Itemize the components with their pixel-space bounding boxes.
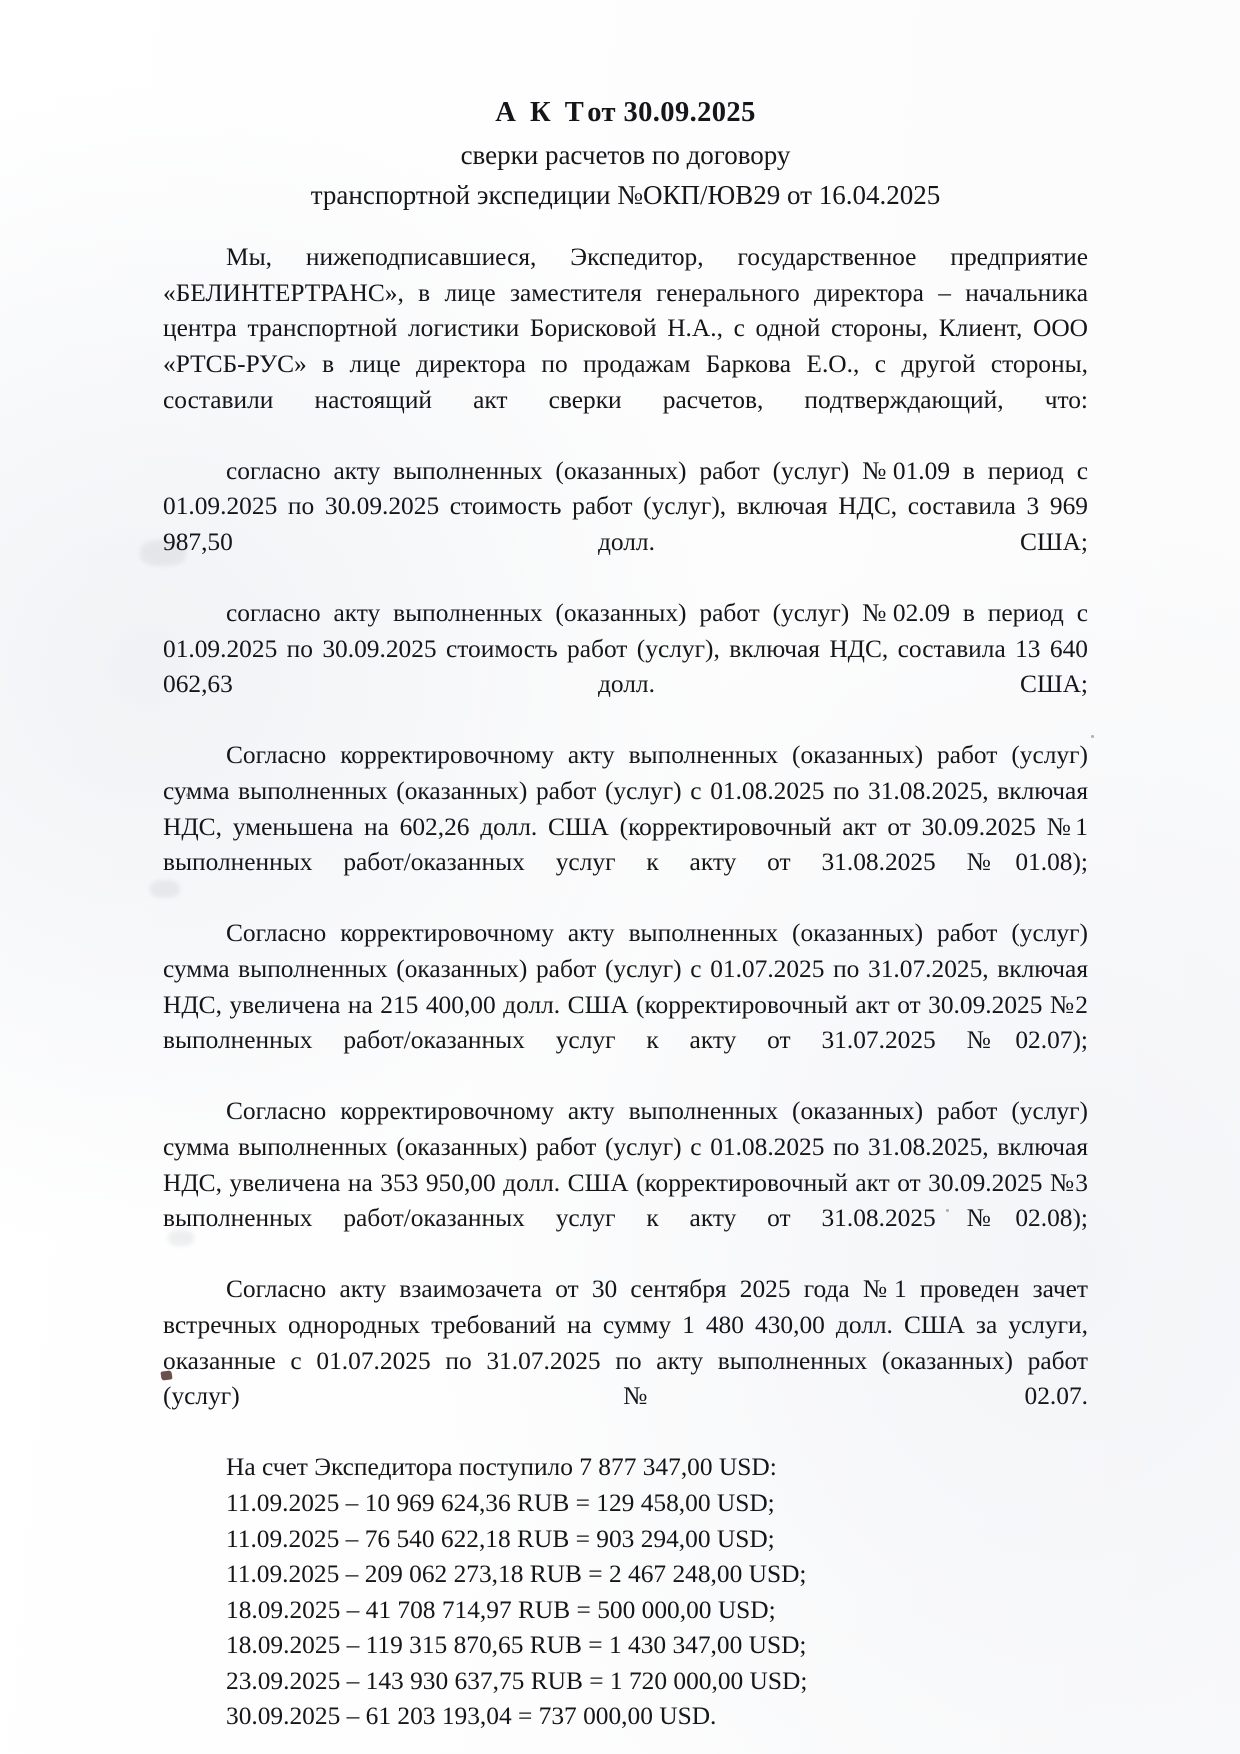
paragraph-act-01-09: согласно акту выполненных (оказанных) работ (услуг) №01.09 в период с 01.09.2025 по 30.09.2025 стоимость работ (услуг), включая НДС, составила 3 969 987,50 долл. США; [163,456,1088,556]
list-item: 18.09.2025 – 119 315 870,65 RUB = 1 430 347,00 USD; [226,1631,807,1660]
title-main: А К Т [495,97,588,128]
list-item: 30.09.2025 – 61 203 193,04 = 737 000,00 USD. [226,1702,717,1731]
title-date: 30.09.2025 [623,97,756,128]
list-item: 18.09.2025 – 41 708 714,97 RUB = 500 000,00 USD; [226,1595,776,1624]
payments-list [163,1486,1088,1735]
page-title [163,0,1088,129]
document-subtitle [163,129,1088,212]
paragraph-act-02-09: согласно акту выполненных (оказанных) работ (услуг) №02.09 в период с 01.09.2025 по 30.09.2025 стоимость работ (услуг), включая НДС, составила 13 640 062,63 долл. США; [163,599,1088,699]
paragraph-correction-1: Согласно корректировочному акту выполненных (оказанных) работ (услуг) сумма выполненных (оказанных) работ (услуг) с 01.08.2025 по 31.08.2025, включая НДС, уменьшена на 602,26 долл. США (корректировочный акт от 30.09.2025 №1 выполненных работ/оказанных услуг к акту от 31.08.2025 №01.08); [163,741,1088,877]
paragraph-preamble: Мы, нижеподписавшиеся, Экспедитор, государственное предприятие «БЕЛИНТЕРТРАНС», в лице заместителя генерального директора – начальника центра транспортной логистики Борисковой Н.А., с одной стороны, Клиент, ООО «РТСБ-РУС» в лице директора по продажам Баркова Е.О., с другой стороны, составили настоящий акт сверки расчетов, подтверждающий, что: [163,243,1088,414]
subtitle-line-1: сверки расчетов по договору [460,140,791,171]
paragraph-correction-3: Согласно корректировочному акту выполненных (оказанных) работ (услуг) сумма выполненных (оказанных) работ (услуг) с 01.08.2025 по 31.08.2025, включая НДС, увеличена на 353 950,00 долл. США (корректировочный акт от 30.09.2025 №3 выполненных работ/оказанных услуг к акту от 31.08.2025 №02.08); [163,1097,1088,1233]
list-item: 11.09.2025 – 209 062 273,18 RUB = 2 467 248,00 USD; [226,1560,807,1589]
document-sheet [163,0,1088,1735]
document-body [163,212,1088,1735]
payments-intro: На счет Экспедитора поступило 7 877 347,00 USD: [226,1453,777,1482]
subtitle-line-2: транспортной экспедиции №ОКП/ЮВ29 от 16.04.2025 [310,179,941,210]
list-item: 11.09.2025 – 76 540 622,18 RUB = 903 294,00 USD; [226,1524,775,1553]
title-date-prefix: от [587,97,616,128]
paragraph-correction-2: Согласно корректировочному акту выполненных (оказанных) работ (услуг) сумма выполненных (оказанных) работ (услуг) с 01.07.2025 по 31.07.2025, включая НДС, увеличена на 215 400,00 долл. США (корректировочный акт от 30.09.2025 №2 выполненных работ/оказанных услуг к акту от 31.07.2025 №02.07); [163,919,1088,1055]
paragraph-offset-act: Согласно акту взаимозачета от 30 сентября 2025 года №1 проведен зачет встречных однородных требований на сумму 1 480 430,00 долл. США за услуги, оказанные с 01.07.2025 по 31.07.2025 по акту выполненных (оказанных) работ (услуг) №02.07. [163,1275,1088,1411]
list-item: 23.09.2025 – 143 930 637,75 RUB = 1 720 000,00 USD; [226,1666,808,1695]
list-item: 11.09.2025 – 10 969 624,36 RUB = 129 458,00 USD; [226,1488,775,1517]
scan-speck [1091,735,1094,738]
